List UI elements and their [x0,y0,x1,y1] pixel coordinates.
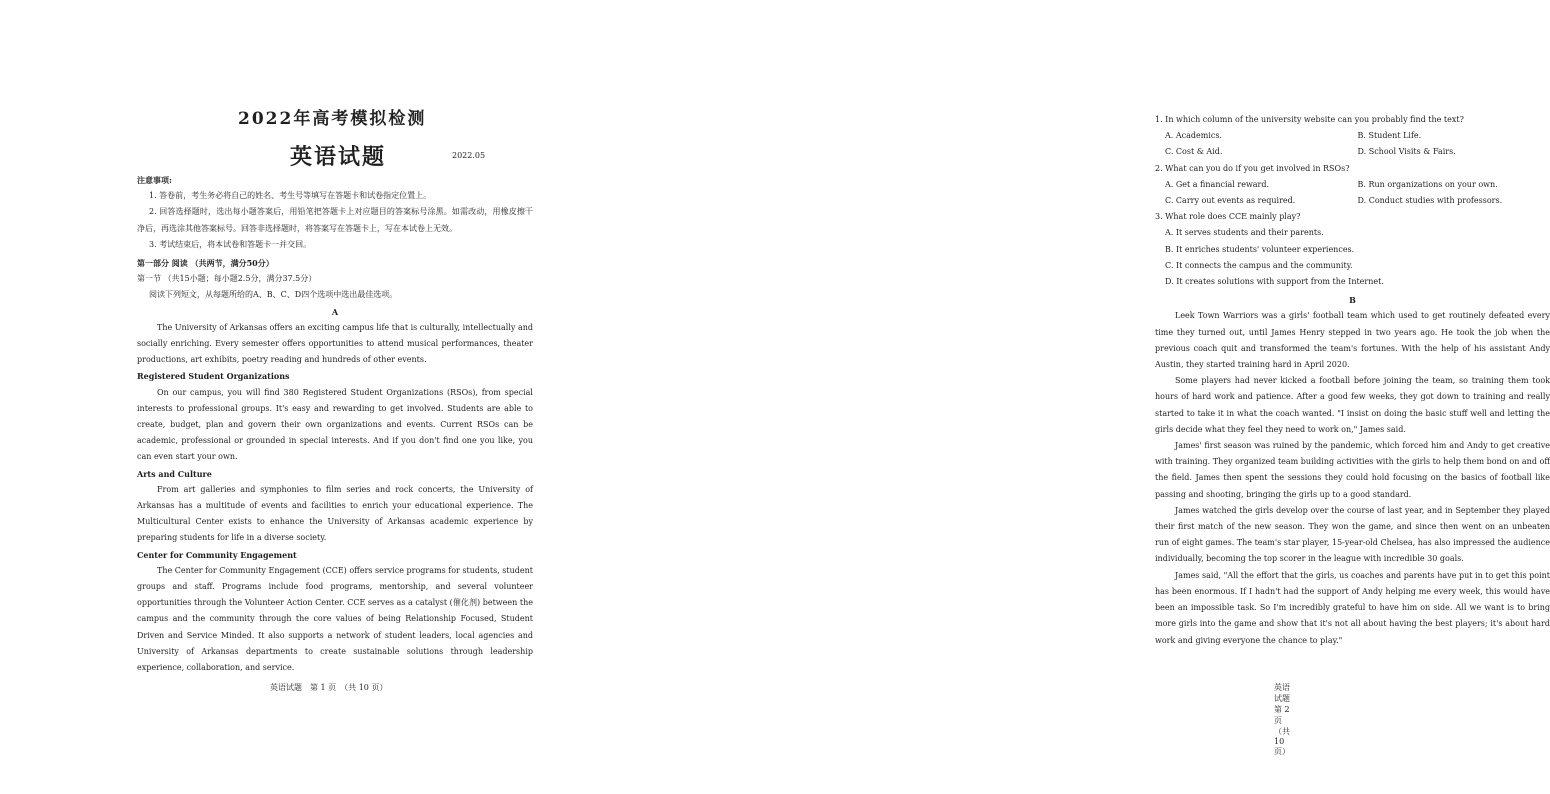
cce-heading: Center for Community Engagement [137,549,297,560]
arts-body: From art galleries and symphonies to film series and rock concerts, the University of Arkansas has a multitude of events and facilities to enrich your educational experience. The Multicultural Center exists to enhance the University of Arkansas academic experience by preparing students for life in a diverse society. [137,484,533,543]
question-1-stem: 1. In which column of the university website can you probably find the text? [1155,115,1464,124]
passage-b-label: B [1349,295,1356,306]
passage-a-label: A [331,306,339,317]
q1-option-a: A. Academics. [1165,131,1223,141]
passage-a-intro: The University of Arkansas offers an exciting campus life that is culturally, intellectually and socially enriching. Every semester offers opportunities to attend musical performances, theater productions, art exhibits, poetry reading and hundreds of other events. [137,322,533,365]
question-3-stem: 3. What role does CCE mainly play? [1155,212,1301,222]
passage-b-paragraph-2: Some players had never kicked a football before joining the team, so training them took hours of hard work and patience. After a good few weeks, they got down to training and really started to take it in what the coach wanted. "I insist on doing the basic stuff well and letting the girls decide what they feel they need to work on," James said. [1155,376,1550,434]
passage-b-paragraph-1: Leek Town Warriors was a girls' football team which used to get routinely defeated every time they turned out, until James Henry stepped in two years ago. He took the job when the previous coach quit and transformed the team's fortunes. With the help of his assistant Andy Austin, they started training hard in April 2020. [1155,311,1550,370]
q2-option-a: A. Get a financial reward. [1165,179,1270,189]
page-footer-right: 英语试题 第 2 页 （共 10 页） [1274,683,1298,756]
q3-option-a: A. It serves students and their parents. [1165,228,1324,238]
passage-b-paragraph-4: James watched the girls develop over the course of last year, and in September they played their first match of the new season. They won the game, and since then went on an unbeaten run of eight games. The team's star player, 15-year-old Chelsea, has also impressed the audience individually, becoming the top scorer in the league with incredible 30 goals. [1155,505,1550,564]
note-item-2: 2. 回答选择题时，选出每小题答案后，用铅笔把答题卡上对应题目的答案标号涂黑。如需改动，用橡皮擦干净后，再选涂其他答案标号。回答非选择题时，将答案写在答题卡上，写在本试卷上无效。 [137,207,533,233]
q3-option-c: C. It connects the campus and the community. [1165,260,1353,270]
note-item-3: 3. 考试结束后，将本试卷和答题卡一并交回。 [149,239,312,249]
page-footer-left: 英语试题 第 1 页 （共 10 页） [270,683,388,692]
paper-title: 2022年高考模拟检测 [238,109,427,129]
q2-option-d: D. Conduct studies with professors. [1357,196,1503,206]
question-2-stem: 2. What can you do if you get involved in RSOs? [1155,163,1350,173]
rso-body: On our campus, you will find 380 Registered Student Organizations (RSOs), from special interests to professional groups. It's easy and rewarding to get involved. Students are able to create, budget, plan and govern their own organizations and events. Current RSOs can be academic, professional or grounded in special interests. And if you don't find one you like, you can even start your own. [137,387,533,462]
notes-heading: 注意事项: [137,175,172,185]
q1-option-d: D. School Visits & Fairs. [1357,147,1456,157]
rso-heading: Registered Student Organizations [137,371,290,382]
passage-b-paragraph-5: James said, "All the effort that the girls, us coaches and parents have put in to get this point has been enormous. If I hadn't had the support of Andy helping me every week, this would have been an impossible task. So I'm incredibly grateful to have him on side. All we want is to bring more girls into the game and show that it's not all about having the best players; it's about hard work and giving everyone the chance to play." [1155,570,1550,645]
q3-option-b: B. It enriches students' volunteer experiences. [1165,244,1355,254]
q2-option-c: C. Carry out events as required. [1165,196,1296,206]
q1-option-c: C. Cost & Aid. [1165,147,1223,157]
exam-page-right [561,0,1550,794]
left-column [137,172,533,676]
subject-title: 英语试题 [290,144,387,170]
q3-option-d: D. It creates solutions with support from the Internet. [1165,277,1384,287]
q1-option-b: B. Student Life. [1357,131,1422,141]
exam-date: 2022.05 [452,151,486,160]
passage-b-paragraph-3: James' first season was ruined by the pandemic, which forced him and Andy to get creative with training. They organized team building activities with the girls to help them bond on and off the field. James then spent the sessions they could hold focusing on the basics of football like passing and shooting, bringing the girls up to a good standard. [1155,441,1550,499]
question-2-options [1155,177,1550,209]
section1-heading: 第一节 （共15小题；每小题2.5分，满分37.5分） [137,274,317,284]
part1-heading: 第一部分 阅读 （共两节，满分50分） [137,258,274,269]
reading-instruction: 阅读下列短文，从每题所给的A、B、C、D四个选项中选出最佳选项。 [149,290,398,300]
question-1-options [1155,128,1550,160]
q2-option-b: B. Run organizations on your own. [1357,179,1498,189]
right-column [1155,112,1550,649]
arts-heading: Arts and Culture [137,468,212,479]
note-item-1: 1. 答卷前，考生务必将自己的姓名、考生号等填写在答题卡和试卷指定位置上。 [149,191,432,201]
exam-page-left [0,0,561,794]
cce-body: The Center for Community Engagement (CCE) offers service programs for students, student groups and staff. Programs include food programs, mentorship, and several volunteer opportunities through the Volunteer Action Center. CCE serves as a catalyst (催化剂) between the campus and the community through the core values of being Relationship Focused, Student Driven and Service Minded. It also supports a network of student leaders, local agencies and University of Arkansas departments to create sustainable solutions through leadership experience, collaboration, and service. [137,565,533,673]
